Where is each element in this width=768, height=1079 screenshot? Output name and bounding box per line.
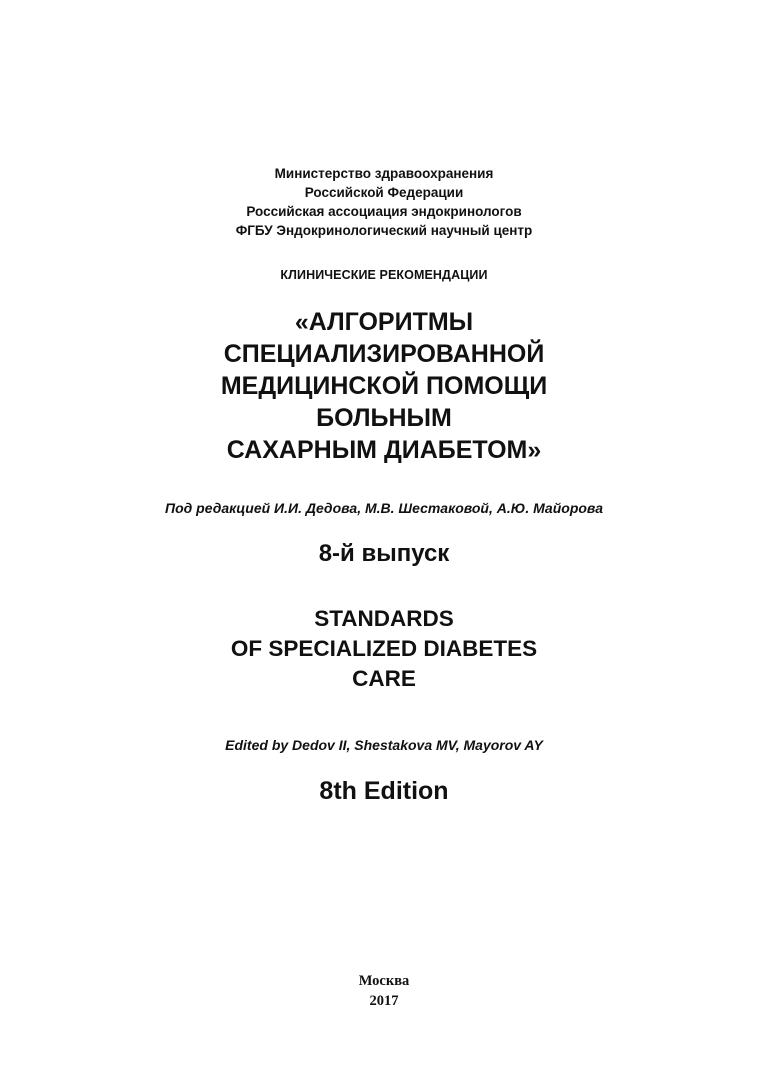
organization-line: Российская ассоциация эндокринологов (246, 204, 522, 219)
title-russian-line: СПЕЦИАЛИЗИРОВАННОЙ (223, 340, 545, 368)
organization-line: ФГБУ Эндокринологический научный центр (235, 223, 533, 238)
title-russian-line: «АЛГОРИТМЫ (294, 308, 474, 336)
organization-line: Российской Федерации (304, 185, 464, 200)
document-type: КЛИНИЧЕСКИЕ РЕКОМЕНДАЦИИ (280, 268, 488, 282)
organization-line: Министерство здравоохранения (274, 166, 494, 181)
title-russian (0, 306, 768, 466)
title-russian-line: САХАРНЫМ ДИАБЕТОМ» (226, 436, 542, 464)
year: 2017 (369, 993, 399, 1009)
title-russian-line: БОЛЬНЫМ (316, 404, 452, 432)
title-russian-line: МЕДИЦИНСКОЙ ПОМОЩИ (220, 372, 548, 400)
title-english-line: OF SPECIALIZED DIABETES (230, 636, 538, 661)
organizations-block (0, 164, 768, 240)
editors-russian: Под редакцией И.И. Дедова, М.В. Шестаковой, А.Ю. Майорова (165, 500, 603, 516)
city: Москва (358, 973, 410, 989)
imprint (0, 971, 768, 1011)
title-english (0, 604, 768, 694)
issue-russian: 8-й выпуск (318, 540, 450, 567)
title-english-line: STANDARDS (314, 606, 454, 631)
edition-english: 8th Edition (319, 777, 449, 805)
editors-english: Edited by Dedov II, Shestakova MV, Mayorov AY (225, 737, 543, 753)
title-english-line: CARE (352, 666, 416, 691)
